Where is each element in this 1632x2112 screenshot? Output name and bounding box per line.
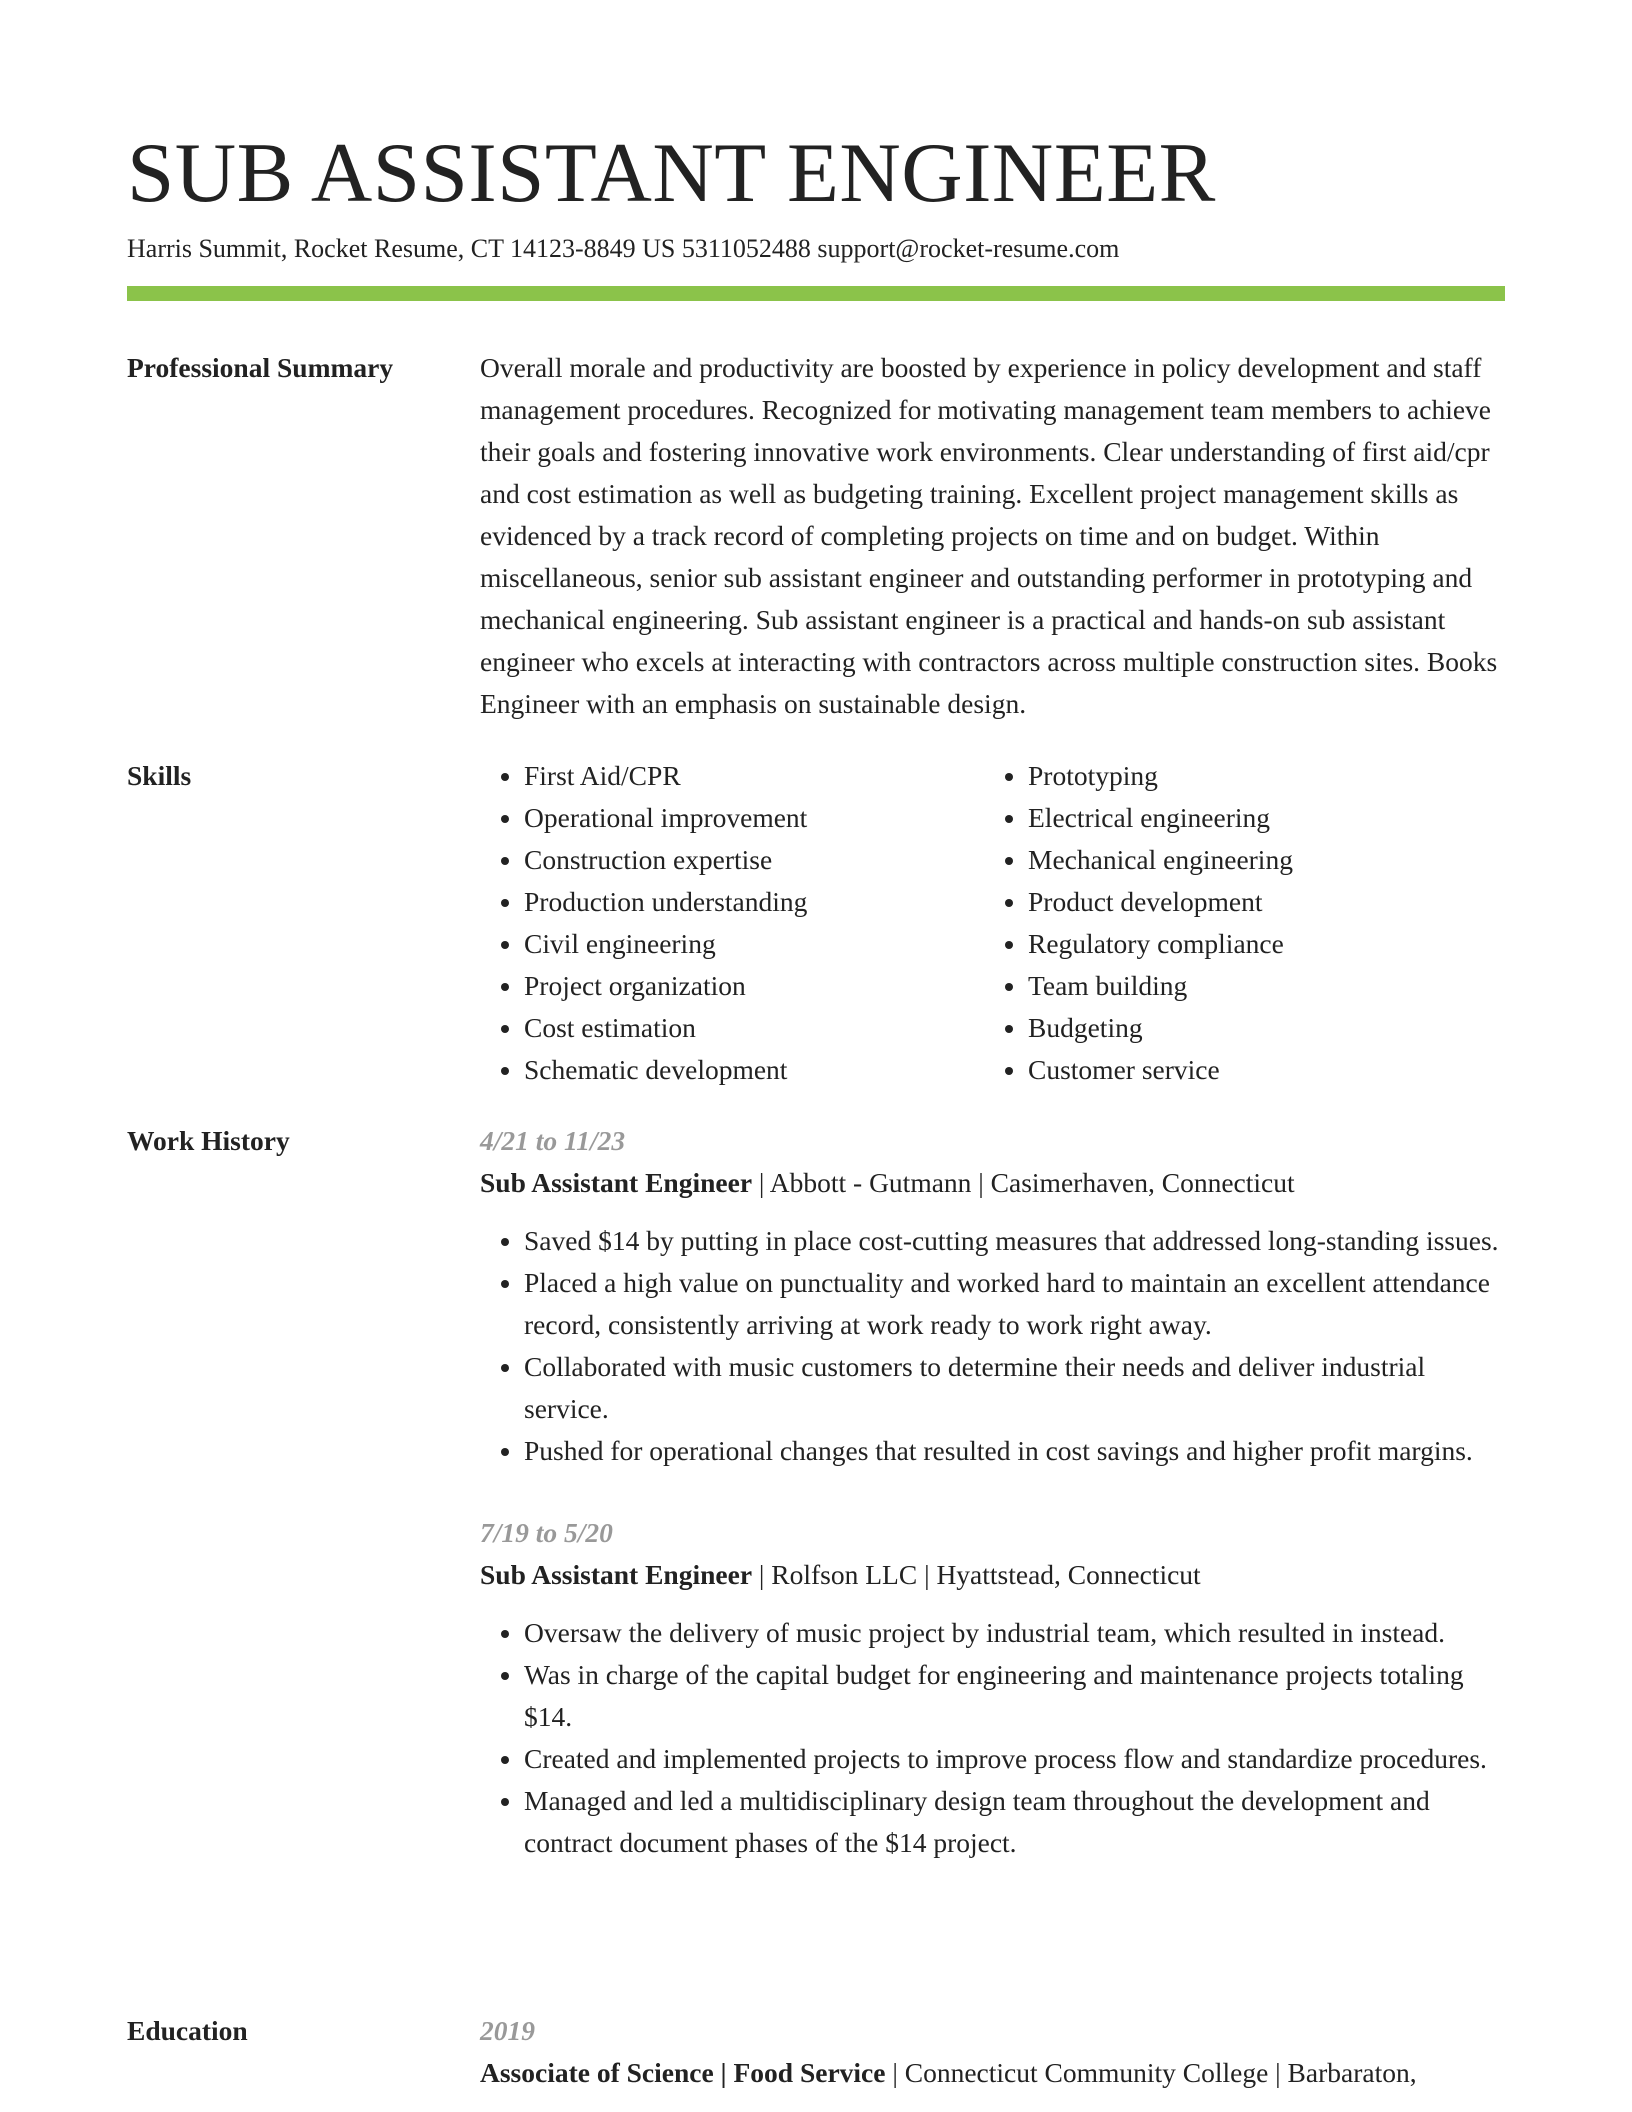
skill-item: • First Aid/CPR	[524, 755, 984, 797]
job-title: Sub Assistant Engineer	[480, 1167, 753, 1198]
education-school: | Connecticut Community College | Barbaraton,	[885, 2057, 1417, 2088]
header-divider	[127, 286, 1505, 301]
job-title: Sub Assistant Engineer	[480, 1559, 753, 1590]
job-title-line	[480, 1162, 1505, 1204]
skill-item: • Budgeting	[1028, 1007, 1488, 1049]
skill-item: • Operational improvement	[524, 797, 984, 839]
resume-name: SUB ASSISTANT ENGINEER	[127, 126, 1216, 220]
job-bullet: • Created and implemented projects to improve process flow and standardize procedures.	[524, 1738, 1505, 1780]
job-entry	[480, 1512, 1505, 1864]
job-title-line	[480, 1554, 1505, 1596]
summary-heading: Professional Summary	[127, 352, 394, 383]
job-bullet: • Collaborated with music customers to determine their needs and deliver industrial service.	[524, 1346, 1505, 1430]
skill-item: • Civil engineering	[524, 923, 984, 965]
job-bullet: • Pushed for operational changes that resulted in cost savings and higher profit margins.	[524, 1430, 1505, 1472]
education-body	[480, 2010, 1505, 2094]
job-bullets	[480, 1220, 1505, 1472]
skill-item: • Product development	[1028, 881, 1488, 923]
skill-item: • Construction expertise	[524, 839, 984, 881]
work-history-body	[480, 1120, 1505, 1864]
skill-item: • Project organization	[524, 965, 984, 1007]
work-history-heading: Work History	[127, 1125, 290, 1156]
job-bullet: • Managed and led a multidisciplinary design team throughout the development and contract document phases of the $14 project.	[524, 1780, 1505, 1864]
job-employer-location: | Abbott - Gutmann | Casimerhaven, Connecticut	[752, 1167, 1295, 1198]
job-bullet: • Saved $14 by putting in place cost-cutting measures that addressed long-standing issues.	[524, 1220, 1505, 1262]
skill-item: • Cost estimation	[524, 1007, 984, 1049]
job-bullet: • Placed a high value on punctuality and worked hard to maintain an excellent attendance record, consistently arriving at work ready to work right away.	[524, 1262, 1505, 1346]
job-date: 7/19 to 5/20	[480, 1517, 613, 1548]
job-bullets	[480, 1612, 1505, 1864]
skill-item: • Electrical engineering	[1028, 797, 1488, 839]
job-date: 4/21 to 11/23	[480, 1125, 626, 1156]
job-bullet: • Was in charge of the capital budget for engineering and maintenance projects totaling $14.	[524, 1654, 1505, 1738]
skill-item: • Regulatory compliance	[1028, 923, 1488, 965]
skill-item: • Schematic development	[524, 1049, 984, 1091]
skills-list-left	[480, 755, 984, 1091]
summary-text: Overall morale and productivity are boosted by experience in policy development and staff management procedures. Recognized for motivating management team members to achieve their goals and fostering innovative work environments. Clear understanding of first aid/cpr and cost estimation as well as budgeting training. Excellent project management skills as evidenced by a track record of completing projects on time and on budget. Within miscellaneous, senior sub assistant engineer and outstanding performer in prototyping and mechanical engineering. Sub assistant engineer is a practical and hands-on sub assistant engineer who excels at interacting with contractors across multiple construction sites. Books Engineer with an emphasis on sustainable design.	[480, 352, 1498, 719]
education-date: 2019	[480, 2015, 535, 2046]
job-bullet: • Oversaw the delivery of music project by industrial team, which resulted in instead.	[524, 1612, 1505, 1654]
skill-item: • Production understanding	[524, 881, 984, 923]
contact-line: Harris Summit, Rocket Resume, CT 14123-8849 US 5311052488 support@rocket-resume.com	[127, 234, 1120, 263]
skills-body	[480, 755, 1505, 1091]
skill-item: • Team building	[1028, 965, 1488, 1007]
education-heading: Education	[127, 2015, 248, 2046]
education-line	[480, 2052, 1505, 2094]
education-degree: Associate of Science | Food Service	[480, 2057, 886, 2088]
summary-body	[480, 347, 1505, 725]
job-entry	[480, 1120, 1505, 1472]
skill-item: • Prototyping	[1028, 755, 1488, 797]
skills-heading: Skills	[127, 760, 192, 791]
skill-item: • Customer service	[1028, 1049, 1488, 1091]
skill-item: • Mechanical engineering	[1028, 839, 1488, 881]
skills-column-left	[480, 755, 984, 1091]
skills-list-right	[984, 755, 1488, 1091]
skills-column-right	[984, 755, 1488, 1091]
job-employer-location: | Rolfson LLC | Hyattstead, Connecticut	[752, 1559, 1201, 1590]
